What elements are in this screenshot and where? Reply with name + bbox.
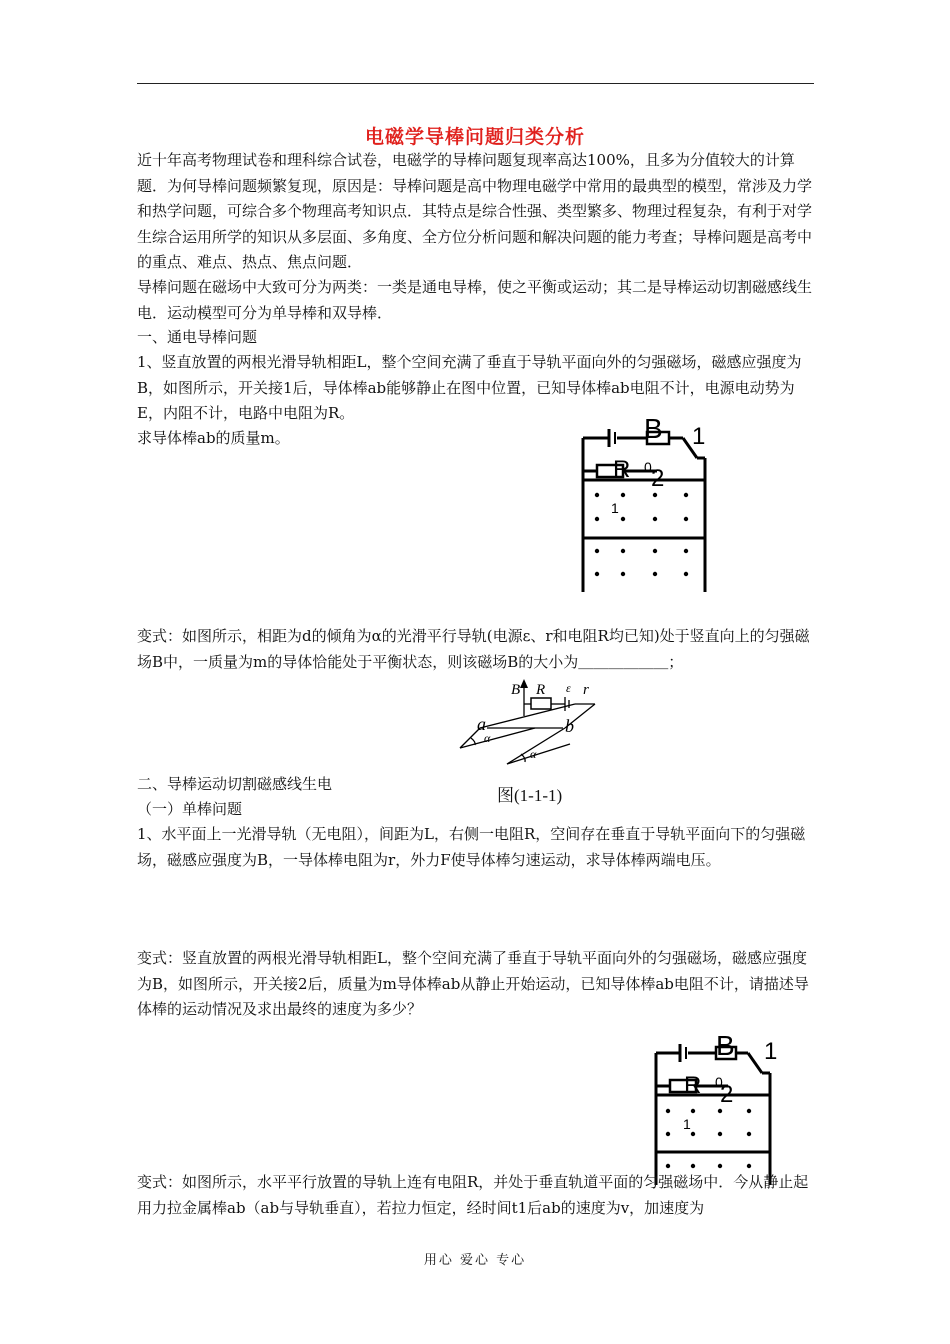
- fig2-label-b: b: [565, 716, 574, 736]
- classes-paragraph: 导棒问题在磁场中大致可分为两类：一类是通电导棒，使之平衡或运动；其二是导棒运动切割磁感线生电．运动模型可分为单导棒和双导棒．: [137, 278, 813, 322]
- fig2-label-alpha-2: α: [530, 747, 537, 761]
- question1: 1、竖直放置的两根光滑导轨相距L，整个空间充满了垂直于导轨平面向外的匀强磁场，磁感应强度为B，如图所示，开关接1后，导体棒ab能够静止在图中位置，已知导体棒ab电阻不计，电源电动势为E，内阻不计，电路中电阻为R。: [137, 353, 802, 422]
- fig3-label-2: 2: [720, 1081, 734, 1108]
- question2: 1、水平面上一光滑导轨（无电阻），间距为L，右侧一电阻R，空间存在垂直于导轨平面向下的匀强磁场，磁感应强度为B，一导体棒电阻为r，外力F使导体棒匀速运动，求导体棒两端电压。: [137, 825, 806, 869]
- subsection1-heading: （一）单棒问题: [137, 800, 243, 818]
- page-footer: 用心 爱心 专心: [423, 1253, 527, 1268]
- fig2-label-B: B: [511, 682, 521, 698]
- variant3: 变式：如图所示，水平平行放置的导轨上连有电阻R，并处于垂直轨道平面的匀强磁场中．今从静止起用力拉金属棒ab（ab与导轨垂直），若拉力恒定，经时间t1后ab的速度为v，加速度为: [137, 1173, 809, 1217]
- fig1-label-1: 1: [692, 423, 706, 450]
- fig1-label-2: 2: [651, 465, 665, 492]
- fig1-label-rail: 1: [611, 500, 619, 516]
- fig2-label-epsilon: ε: [566, 681, 571, 695]
- fig1-label-R: R: [613, 456, 631, 483]
- page-title: 电磁学导棒问题归类分析: [364, 126, 585, 148]
- fig1-label-B: B: [644, 413, 663, 444]
- fig3-label-rail: 1: [683, 1116, 691, 1132]
- fig2-label-a: a: [477, 714, 486, 734]
- fig2-label-alpha-1: α: [484, 731, 491, 745]
- fig3-label-R: R: [684, 1072, 702, 1099]
- section1-heading: 一、通电导棒问题: [137, 328, 258, 346]
- fig2-label-R: R: [536, 682, 546, 698]
- question1-ask: 求导体棒ab的质量m。: [137, 429, 290, 447]
- circuit-figure-1: [575, 410, 725, 595]
- variant2: 变式：竖直放置的两根光滑导轨相距L，整个空间充满了垂直于导轨平面向外的匀强磁场，磁感应强度为B，如图所示，开关接2后，质量为m导体棒ab从静止开始运动，已知导体棒ab电阻不计，请描述导体棒的运动情况及求出最终的速度为多少？: [137, 949, 809, 1018]
- fig2-label-r: r: [583, 682, 589, 698]
- fig2-caption: 图(1-1-1): [497, 786, 563, 805]
- variant1: 变式：如图所示，相距为d的倾角为α的光滑平行导轨(电源ε、r和电阻R均已知)处于竖直向上的匀强磁场B中，一质量为m的导体恰能处于平衡状态，则该磁场B的大小为＿＿＿＿＿＿；: [137, 627, 810, 671]
- section2-heading: 二、导棒运动切割磁感线生电: [137, 775, 333, 793]
- fig1-label-0: 0: [644, 459, 652, 475]
- intro-paragraph: 近十年高考物理试卷和理科综合试卷，电磁学的导棒问题复现率高达100%，且多为分值较大的计算题．为何导棒问题频繁复现，原因是：导棒问题是高中物理电磁学中常用的最典型的模型，常涉及力学和热学问题，可综合多个物理高考知识点．其特点是综合性强、类型繁多、物理过程复杂，有利于对学生综合运用所学的知识从多层面、多角度、全方位分析问题和解决问题的能力考查；导棒问题是高考中的重点、难点、热点、焦点问题．: [137, 151, 813, 271]
- fig3-label-1: 1: [764, 1038, 778, 1065]
- header-rule: [137, 83, 814, 84]
- fig3-label-B: B: [716, 1030, 735, 1061]
- fig3-label-0: 0: [715, 1074, 723, 1090]
- circuit-figure-2: [648, 1025, 798, 1185]
